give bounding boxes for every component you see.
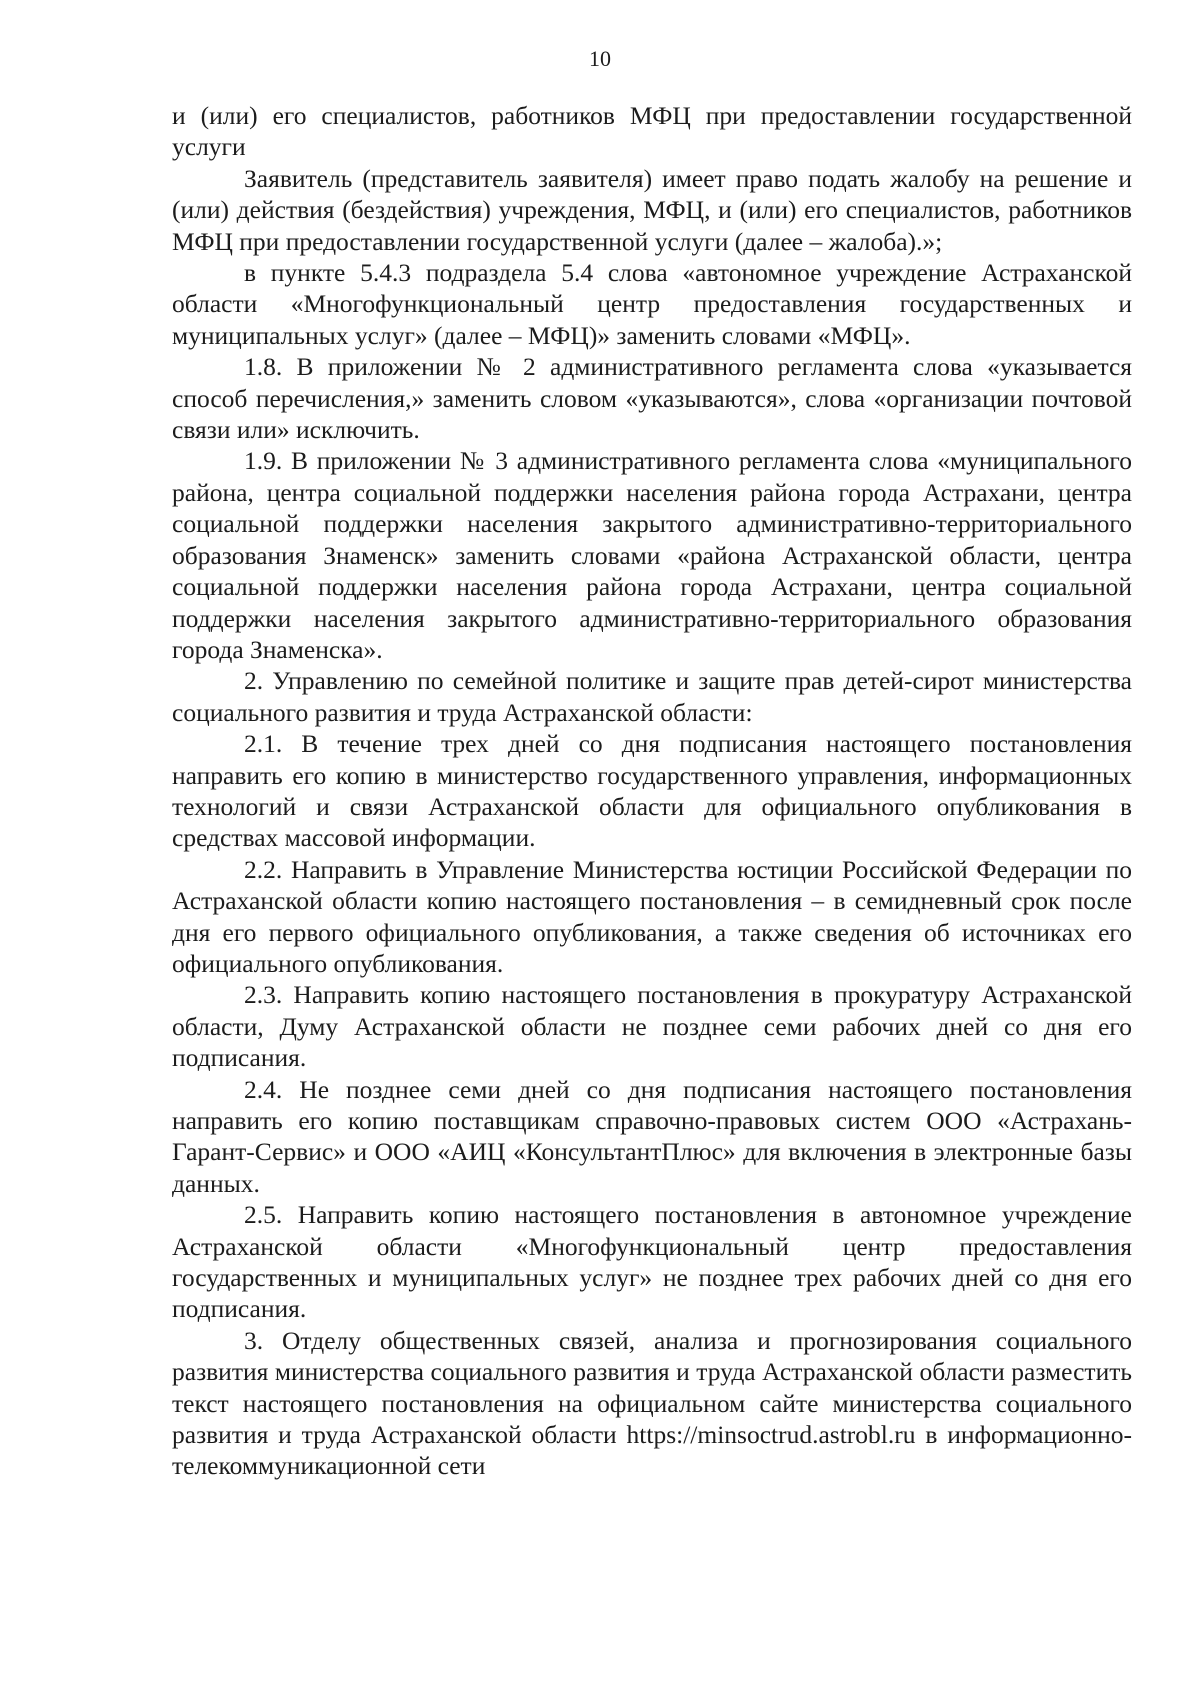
paragraph-clause-5-4-3: в пункте 5.4.3 подраздела 5.4 слова «автономное учреждение Астраханской области «Многофункциональный центр предоставления государственных и муниципальных услуг» (далее – МФЦ)» заменить словами «МФЦ». xyxy=(172,258,1132,350)
paragraph-2: 2. Управлению по семейной политике и защите прав детей-сирот министерства социального развития и труда Астраханской области: xyxy=(172,666,1132,727)
document-body xyxy=(172,100,1132,1482)
paragraph-2-1: 2.1. В течение трех дней со дня подписания настоящего постановления направить его копию в министерство государственного управления, информационных технологий и связи Астраханской области для официального опубликования в средствах массовой информации. xyxy=(172,729,1132,853)
paragraph-2-5: 2.5. Направить копию настоящего постановления в автономное учреждение Астраханской области «Многофункциональный центр предоставления государственных и муниципальных услуг» не позднее трех рабочих дней со дня его подписания. xyxy=(172,1200,1132,1324)
paragraph-2-3: 2.3. Направить копию настоящего постановления в прокуратуру Астраханской области, Думу Астраханской области не позднее семи рабочих дней со дня его подписания. xyxy=(172,980,1132,1073)
paragraph-3: 3. Отделу общественных связей, анализа и прогнозирования социального развития министерства социального развития и труда Астраханской области разместить текст настоящего постановления на официальном сайте министерства социального развития и труда Астраханской области https://minsoctrud.astrobl.ru в информационно-телекоммуникационной сети xyxy=(172,1325,1132,1481)
page-number: 10 xyxy=(589,46,611,71)
paragraph-2-2: 2.2. Направить в Управление Министерства юстиции Российской Федерации по Астраханской области копию настоящего постановления – в семидневный срок после дня его первого официального опубликования, а также сведения об источниках его официального опубликования. xyxy=(172,854,1132,978)
paragraph-complaint-right: Заявитель (представитель заявителя) имеет право подать жалобу на решение и (или) действия (бездействия) учреждения, МФЦ, и (или) его специалистов, работников МФЦ при предоставлении государственной услуги (далее – жалоба).»; xyxy=(172,163,1132,256)
paragraph-2-4: 2.4. Не позднее семи дней со дня подписания настоящего постановления направить его копию поставщикам справочно-правовых систем ООО «Астрахань-Гарант-Сервис» и ООО «АИЦ «КонсультантПлюс» для включения в электронные базы данных. xyxy=(172,1074,1132,1198)
paragraph-continuation: и (или) его специалистов, работников МФЦ при предоставлении государственной услуги xyxy=(172,101,1132,162)
paragraph-1-8: 1.8. В приложении № 2 административного регламента слова «указывается способ перечисления,» заменить словом «указываются», слова «организации почтовой связи или» исключить. xyxy=(172,352,1132,445)
paragraph-1-9: 1.9. В приложении № 3 административного регламента слова «муниципального района, центра социальной поддержки населения района города Астрахани, центра социальной поддержки населения закрытого административно-территориального образования Знаменск» заменить словами «района Астраханской области, центра социальной поддержки населения района города Астрахани, центра социальной поддержки населения закрытого административно-территориального образования города Знаменска». xyxy=(172,446,1132,664)
